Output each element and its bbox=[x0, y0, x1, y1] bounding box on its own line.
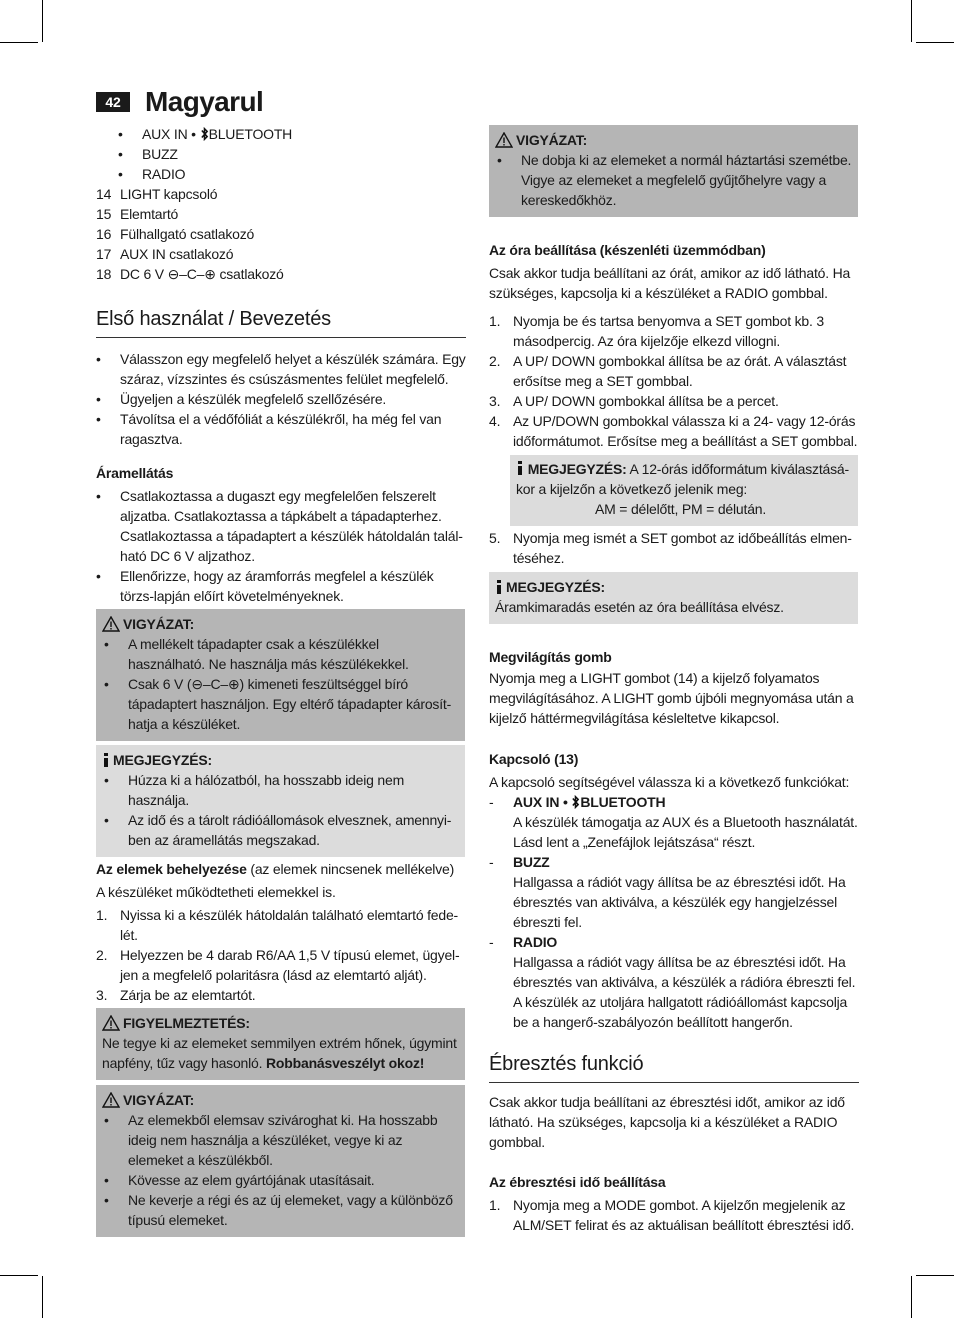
crop-mark bbox=[916, 42, 954, 43]
light-section bbox=[489, 647, 859, 728]
note-box bbox=[489, 572, 858, 624]
list-item: 1. Nyissa ki a készülék hátoldalán található elemtartó fede-lét. bbox=[96, 907, 459, 943]
subheading: Áramellátás bbox=[96, 465, 174, 481]
list-item: • Ellenőrizze, hogy az áramforrás megfelel a készülék törzs-lapján előírt követelményeknek. bbox=[96, 566, 466, 606]
list-item: 15 Elemtartó bbox=[96, 206, 179, 222]
caution-title: VIGYÁZAT: bbox=[123, 616, 195, 632]
list-item: 2. Helyezzen be 4 darab R6/AA 1,5 V típusú elemet, ügyel-jen a megfelelő polaritásra (lásd az elemtartó alját). bbox=[96, 947, 460, 983]
crop-mark bbox=[911, 1276, 912, 1318]
info-icon bbox=[495, 579, 503, 595]
list-item: • Válasszon egy megfelelő helyet a készülék számára. Egy száraz, vízszintes és csúszásmentes felület megfelelő. bbox=[96, 349, 466, 389]
note-line: AM = délelőtt, PM = délután. bbox=[595, 501, 767, 517]
list-item: 16 Fülhallgató csatlakozó bbox=[96, 226, 255, 242]
list-item: • Az idő és a tárolt rádióállomások elvesznek, amennyi-ben az áramellátás megszakad. bbox=[104, 810, 459, 850]
note-title: MEGJEGYZÉS: bbox=[506, 579, 605, 595]
clock-section bbox=[489, 240, 859, 451]
note-title: MEGJEGYZÉS: bbox=[527, 461, 627, 477]
note-box: MEGJEGYZÉS: A 12-órás időformátum kiválasztásá-kor a kijelzőn a következő jelenik meg: AM = délelőtt, PM = délután. bbox=[510, 455, 858, 526]
list-item: • Húzza ki a hálózatból, ha hosszabb ideig nem használja. bbox=[104, 770, 459, 810]
list-item: • Csatlakoztassa a dugaszt egy megfelelően felszerelt aljzatba. Csatlakoztassa a tápkábelt a tápadapterhez. Csatlakoztassa a tápadaptert a készülék hátoldalán talál-ható DC 6 V aljzathoz. bbox=[96, 486, 466, 566]
switch-section bbox=[489, 749, 859, 1032]
list-item: - BUZZ Hallgassa a rádiót vagy állítsa be az ébresztési időt. Ha ébresztés van aktiválva, a készülék egy hangjelzéssel ébreszti fel. bbox=[489, 854, 846, 930]
crop-mark bbox=[916, 1275, 954, 1276]
power-section bbox=[96, 463, 466, 606]
list-item: 4. Az UP/DOWN gombokkal válassza ki a 24- vagy 12-órás időformátumot. Erősítse meg a beállítást a SET gombbal. bbox=[489, 413, 858, 449]
list-item: • Ne dobja ki az elemeket a normál háztartási szemétbe. Vigye az elemeket a megfelelő gyűjtőhelyre vagy a kereskedőkhöz. bbox=[497, 150, 852, 210]
page-title: Magyarul bbox=[145, 86, 264, 117]
section-heading: Ébresztés funkció bbox=[489, 1051, 859, 1083]
bluetooth-icon bbox=[200, 127, 209, 141]
warning-triangle-icon bbox=[495, 132, 513, 148]
crop-mark bbox=[42, 1276, 43, 1318]
paragraph: Csak akkor tudja beállítani az órát, amikor az idő látható. Ha szükséges, kapcsolja ki a készüléket a RADIO gombbal. bbox=[489, 265, 851, 301]
list-item: • Távolítsa el a védőfóliát a készülékről, ha még fel van ragasztva. bbox=[96, 409, 466, 449]
alarm-section bbox=[489, 1051, 859, 1235]
warning-triangle-icon bbox=[102, 1092, 120, 1108]
list-item: 3. Zárja be az elemtartót. bbox=[96, 987, 256, 1003]
caution-box bbox=[96, 1085, 465, 1237]
top-list bbox=[96, 124, 466, 284]
paragraph: A készüléket működtetheti elemekkel is. bbox=[96, 884, 336, 900]
section-heading: Első használat / Bevezetés bbox=[96, 306, 466, 338]
page-number: 42 bbox=[96, 92, 130, 112]
subheading: Az óra beállítása (készenléti üzemmódban) bbox=[489, 242, 766, 258]
crop-mark bbox=[0, 1275, 38, 1276]
list-item: 18 DC 6 V ⊖–C–⊕ csatlakozó bbox=[96, 266, 284, 282]
crop-mark bbox=[911, 0, 912, 42]
list-item: • Az elemekből elemsav szivároghat ki. Ha hosszabb ideig nem használja a készüléket, vegye ki az elemeket a készülékből. bbox=[104, 1110, 459, 1170]
subheading: Megvilágítás gomb bbox=[489, 649, 612, 665]
subheading: Kapcsoló (13) bbox=[489, 751, 579, 767]
list-item: • A mellékelt tápadapter csak a készülékkel használható. Ne használja más készülékekkel. bbox=[104, 634, 459, 674]
warning-triangle-icon bbox=[102, 1015, 120, 1031]
caution-box bbox=[96, 609, 465, 741]
list-item: • BUZZ bbox=[118, 144, 466, 164]
info-icon bbox=[516, 460, 524, 476]
list-item: • AUX IN • BLUETOOTH bbox=[118, 124, 466, 144]
list-item: • Ügyeljen a készülék megfelelő szellőzésére. bbox=[96, 389, 466, 409]
list-item: • Csak 6 V (⊖–C–⊕) kimeneti feszültséggel bíró tápadaptert használjon. Egy eltérő tápadapter károsít-hatja a készüléket. bbox=[104, 674, 459, 734]
subheading: Az elemek behelyezése bbox=[96, 861, 247, 877]
crop-mark bbox=[0, 42, 38, 43]
subheading: Az ébresztési idő beállítása bbox=[489, 1174, 666, 1190]
warning-box: FIGYELMEZTETÉS: Ne tegye ki az elemeket semmilyen extrém hőnek, úgymint napfény, tűz vagy hasonló. Robbanásveszélyt okoz! bbox=[96, 1008, 465, 1080]
warning-triangle-icon bbox=[102, 616, 120, 632]
list-item: 17 AUX IN csatlakozó bbox=[96, 246, 234, 262]
paragraph: Csak akkor tudja beállítani az ébresztési időt, amikor az idő látható. Ha szükséges, kapcsolja ki a készüléket a RADIO gombbal. bbox=[489, 1094, 845, 1150]
list-item: 1. Nyomja be és tartsa benyomva a SET gombot kb. 3 másodpercig. Az óra kijelzője elkezd villogni. bbox=[489, 313, 824, 349]
list-item: - AUX IN • BLUETOOTH A készülék támogatja az AUX és a Bluetooth használatát. Lásd lent a „Zenefájlok lejátszása“ részt. bbox=[489, 794, 858, 850]
warning-title: FIGYELMEZTETÉS: bbox=[123, 1015, 250, 1031]
paragraph: Nyomja meg a LIGHT gombot (14) a kijelző folyamatos megvilágításához. A LIGHT gomb újbóli megnyomása után a kijelző háttérmegvilágítása késleltetve kikapcsol. bbox=[489, 670, 854, 726]
crop-mark bbox=[42, 0, 43, 42]
caution-box bbox=[489, 125, 858, 217]
caution-title: VIGYÁZAT: bbox=[516, 132, 588, 148]
paragraph: Áramkimaradás esetén az óra beállítása elvész. bbox=[495, 599, 784, 615]
note-title: MEGJEGYZÉS: bbox=[113, 752, 212, 768]
info-icon bbox=[102, 752, 110, 768]
list-item: • RADIO bbox=[118, 164, 466, 184]
note-box bbox=[96, 745, 465, 857]
list-item: - RADIO Hallgassa a rádiót vagy állítsa be az ébresztési időt. Ha ébresztés van aktiválva, a készülék a rádióra ébreszti fel. A készülék az utoljára hallgatott rádióállomást kapcsolja be a hangerő-szabályozón beállított hangerőn. bbox=[489, 934, 856, 1030]
first-use-section bbox=[96, 306, 466, 449]
bluetooth-icon bbox=[571, 795, 580, 809]
paragraph: A kapcsoló segítségével válassza ki a következő funkciókat: bbox=[489, 774, 850, 790]
list-item: 3. A UP/ DOWN gombokkal állítsa be a percet. bbox=[489, 393, 779, 409]
batteries-section: Az elemek behelyezése (az elemek nincsenek mellékelve) A készüléket működtetheti elemekkel is. 1. Nyissa ki a készülék hátoldalán található elemtartó fede-lét. 2. Helyezzen be 4 darab R6/AA 1,5 V típusú elemet, ügyel-jen a megfelelő polaritásra (lásd az elemtartó alját). 3. Zárja be az elemtartót. bbox=[96, 859, 466, 1005]
list-item: 14 LIGHT kapcsoló bbox=[96, 186, 218, 202]
clock-step-5 bbox=[489, 528, 859, 568]
list-item: • Ne keverje a régi és az új elemeket, vagy a különböző típusú elemeket. bbox=[104, 1190, 459, 1230]
list-item: 2. A UP/ DOWN gombokkal állítsa be az órát. A választást erősítse meg a SET gombbal. bbox=[489, 353, 847, 389]
list-item: 5. Nyomja meg ismét a SET gombot az időbeállítás elmen-téséhez. bbox=[489, 530, 852, 566]
caution-title: VIGYÁZAT: bbox=[123, 1092, 195, 1108]
list-item: • Kövesse az elem gyártójának utasításait. bbox=[104, 1170, 459, 1190]
list-item: 1. Nyomja meg a MODE gombot. A kijelzőn megjelenik az ALM/SET felirat és az aktuálisan beállított ébresztési idő. bbox=[489, 1197, 855, 1233]
